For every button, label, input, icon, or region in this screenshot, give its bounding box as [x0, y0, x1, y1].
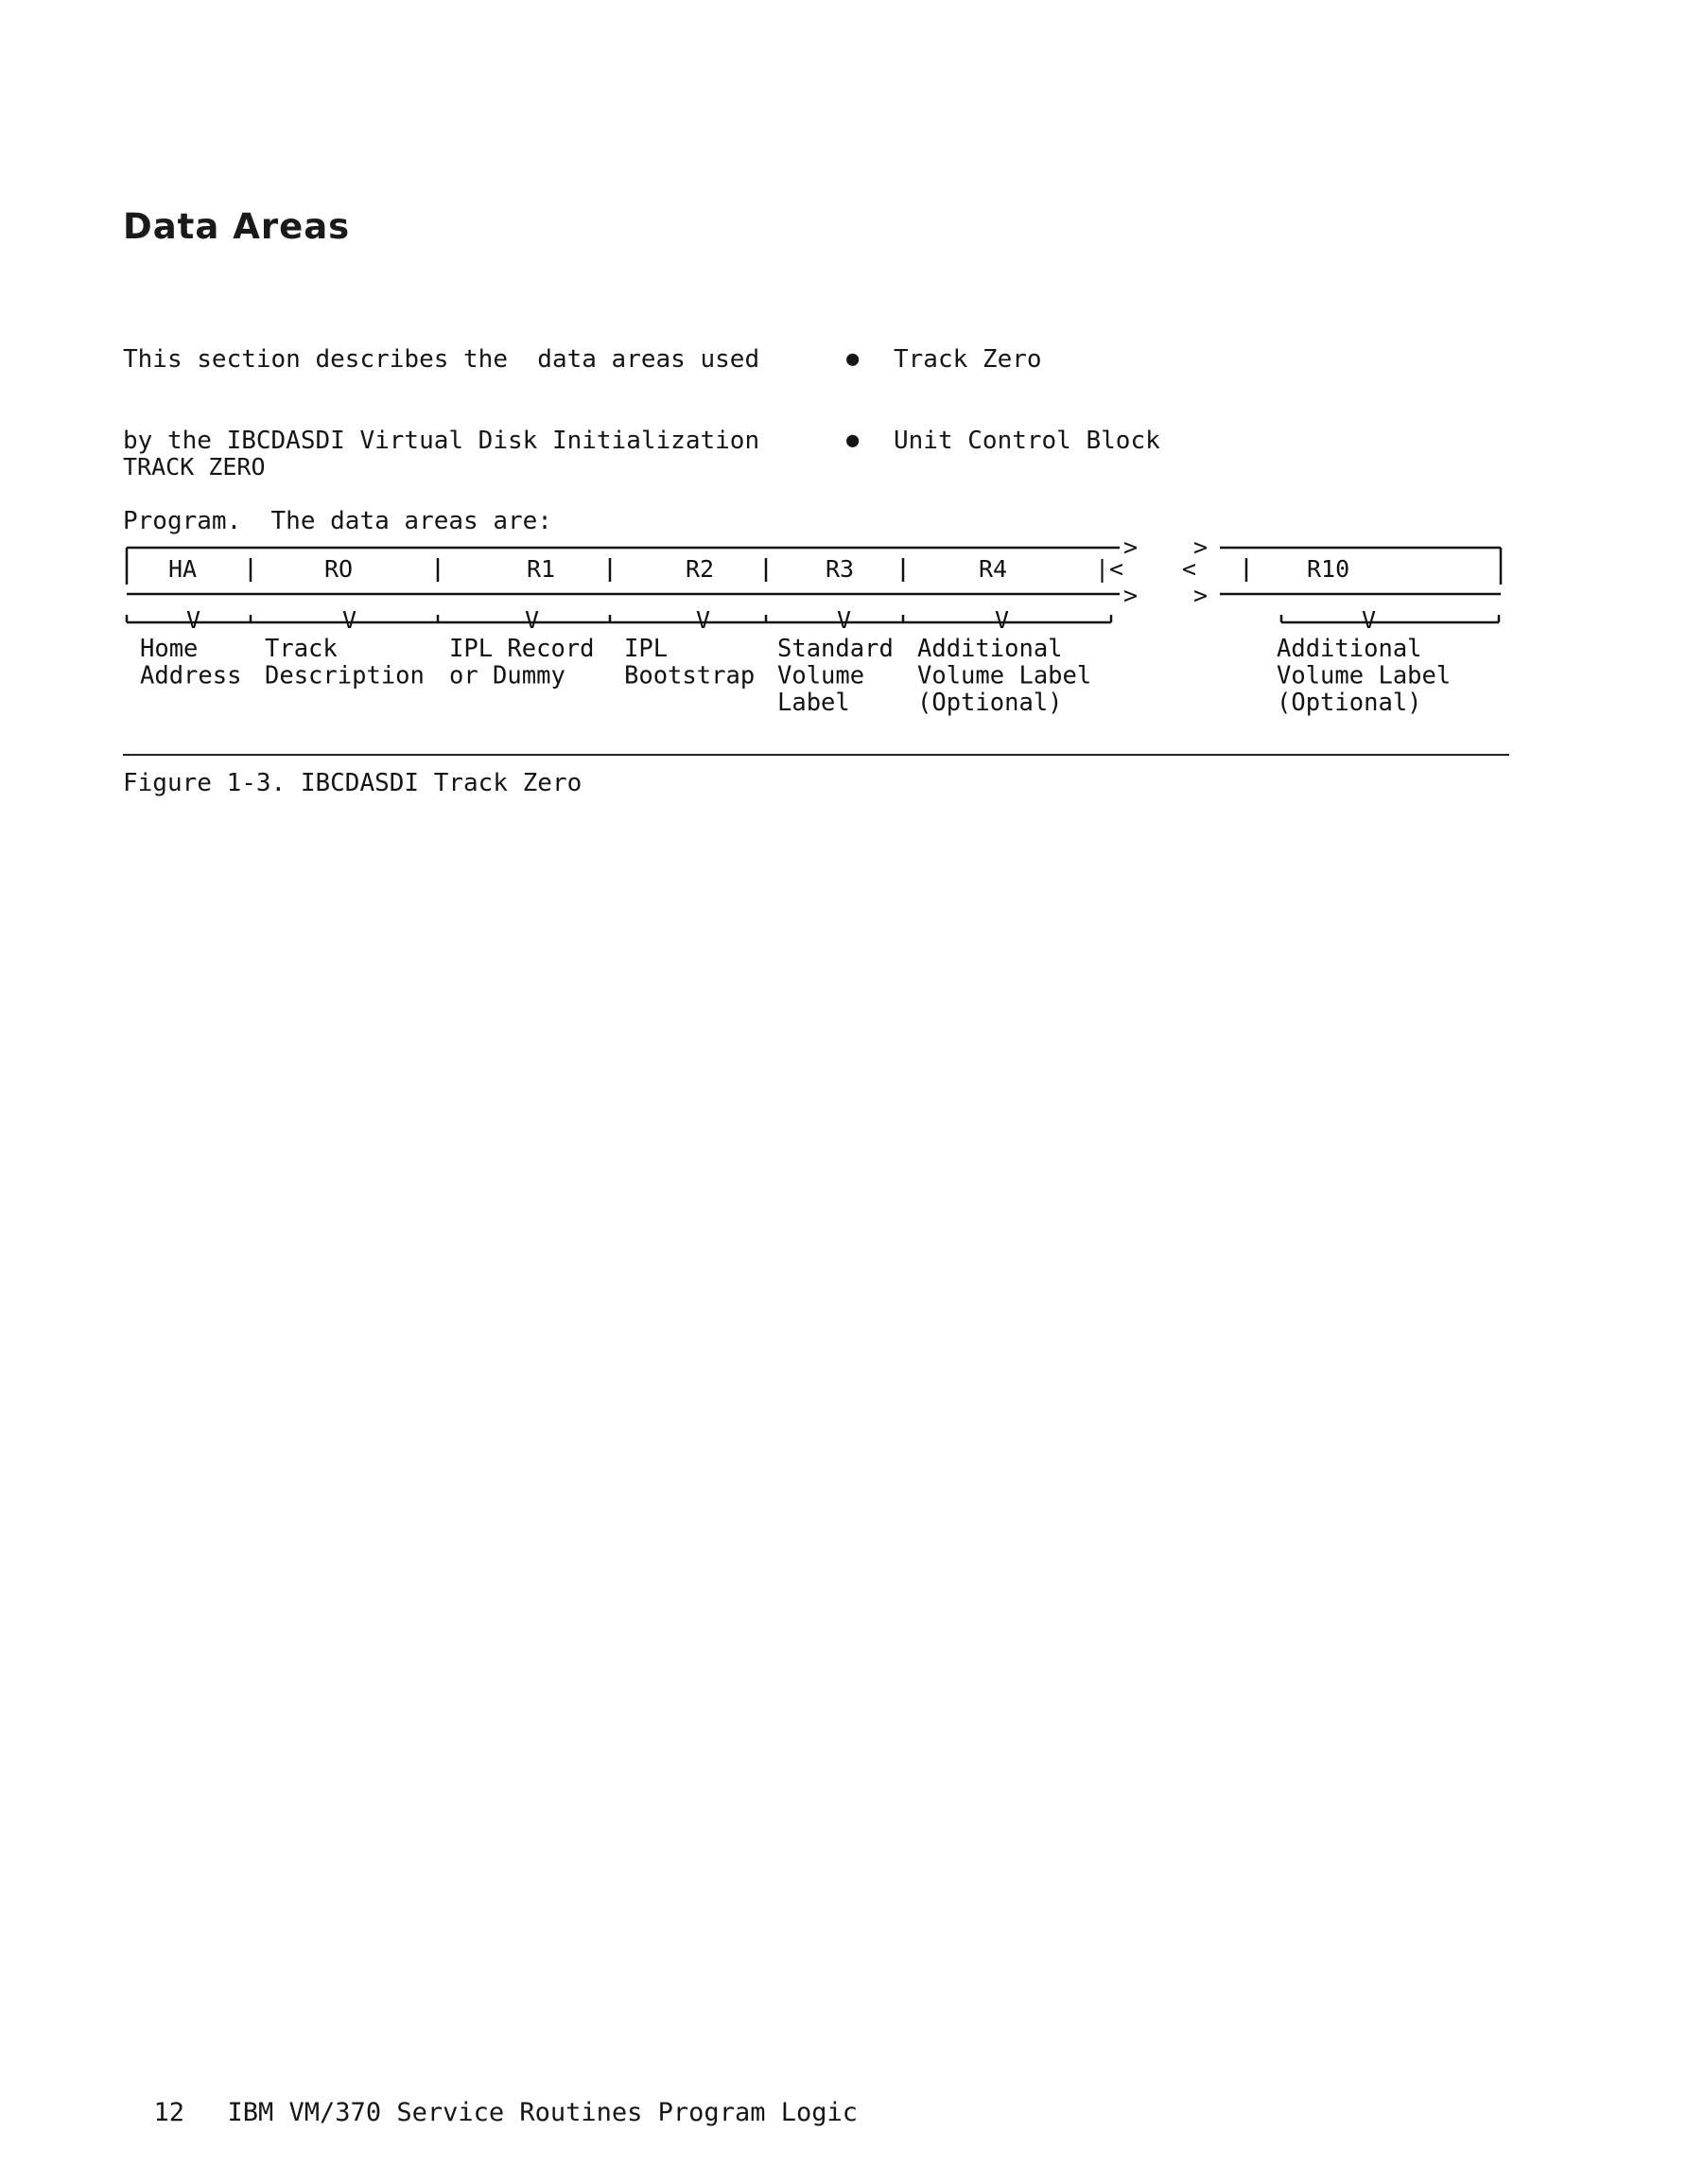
field-description: Volume Label — [1277, 661, 1452, 690]
field-description: IPL — [624, 635, 669, 663]
field-description: (Optional) — [1277, 689, 1422, 717]
bracket-pointer: V — [1362, 606, 1377, 634]
bracket-pointer: V — [525, 606, 540, 634]
field-label-ha: HA — [168, 555, 198, 583]
intro-line: This section describes the data areas used — [123, 345, 760, 374]
field-description: Additional — [1277, 635, 1422, 663]
bracket-pointer: V — [837, 606, 852, 634]
field-description: Bootstrap — [624, 661, 756, 690]
break-mark: < — [1182, 555, 1197, 583]
break-mark: |< — [1095, 555, 1124, 583]
figure-divider — [123, 754, 1509, 756]
continuation-arrow: > — [1193, 533, 1209, 561]
field-label-r1: R1 — [527, 555, 556, 583]
field-description: (Optional) — [917, 689, 1063, 717]
field-description: Track — [265, 635, 338, 663]
bracket-pointer: V — [696, 606, 711, 634]
field-description: Volume Label — [917, 661, 1092, 690]
field-label-r3: R3 — [826, 555, 855, 583]
page-number: 12 — [153, 2097, 185, 2127]
bracket-pointer: V — [342, 606, 357, 634]
bullet-icon: ● — [846, 428, 860, 452]
intro-line: by the IBCDASDI Virtual Disk Initialization — [123, 426, 760, 455]
field-description: Standard — [777, 635, 894, 663]
bracket-pointer: V — [995, 606, 1010, 634]
field-description: IPL Record — [449, 635, 595, 663]
field-description: Description — [265, 661, 425, 690]
continuation-arrow: > — [1123, 582, 1139, 609]
field-label-r4: R4 — [979, 555, 1008, 583]
field-label-r10: R10 — [1307, 555, 1350, 583]
field-description: or Dummy — [449, 661, 565, 690]
continuation-arrow: > — [1193, 582, 1209, 609]
bullet-icon: ● — [846, 347, 860, 371]
field-description: Home — [140, 635, 199, 663]
page-heading: Data Areas — [123, 206, 351, 247]
field-label-r2: R2 — [686, 555, 715, 583]
footer-title: IBM VM/370 Service Routines Program Logic — [227, 2097, 858, 2127]
list-item-label: Unit Control Block — [894, 426, 1160, 455]
field-description: Address — [140, 661, 242, 690]
field-description: Volume — [777, 661, 865, 690]
bracket-pointer: V — [186, 606, 201, 634]
field-description: Additional — [917, 635, 1063, 663]
intro-line: Program. The data areas are: — [123, 507, 552, 535]
field-label-ro: RO — [324, 555, 354, 583]
page-footer — [123, 2072, 858, 2126]
continuation-arrow: > — [1123, 533, 1139, 561]
list-item-label: Track Zero — [894, 345, 1042, 374]
figure-caption: Figure 1-3. IBCDASDI Track Zero — [123, 769, 583, 797]
section-label: TRACK ZERO — [123, 453, 266, 480]
field-description: Label — [777, 689, 850, 717]
